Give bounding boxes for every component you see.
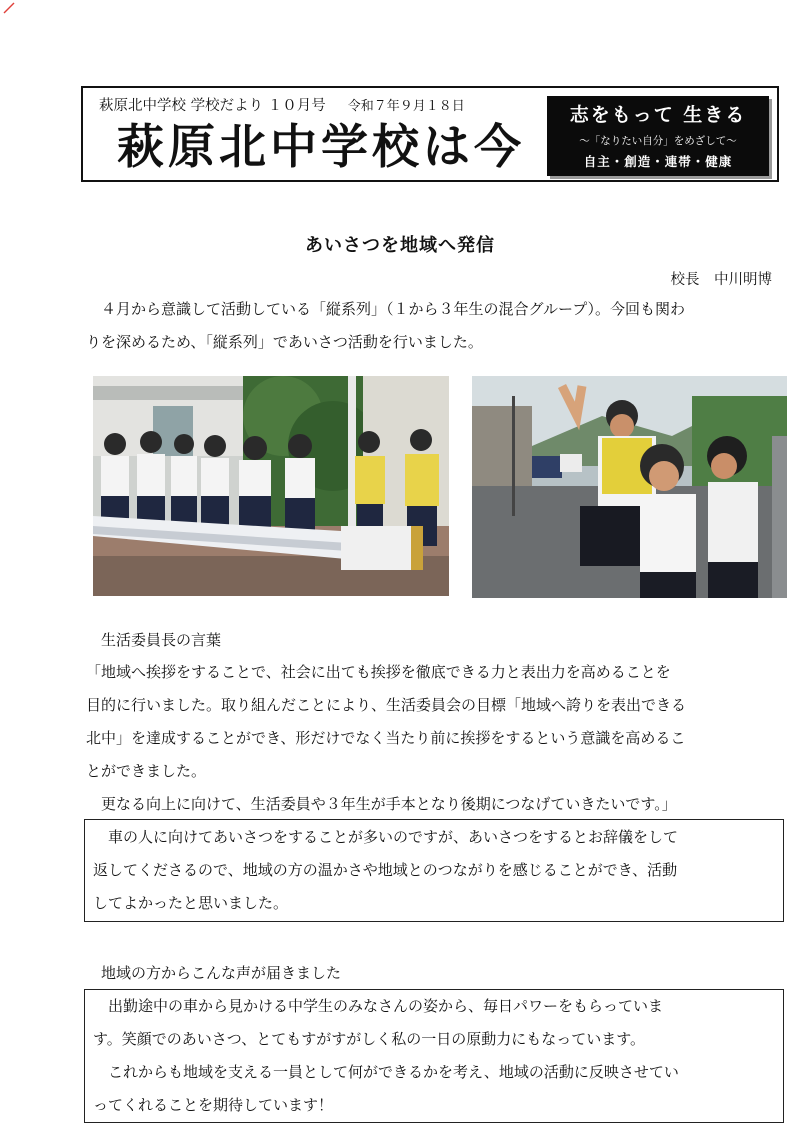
committee-line: 更なる向上に向けて、生活委員や３年生が手本となり後期につなげていきたいです。」	[86, 795, 677, 813]
students-waving-photo	[472, 376, 787, 598]
motto-values: 自主・創造・連帯・健康	[583, 154, 733, 169]
committee-line: とができました。	[86, 762, 207, 780]
student-comment-line: 車の人に向けてあいさつをすることが多いのですが、あいさつをするとお辞儀をして	[93, 828, 679, 846]
students-roadside-photo	[93, 376, 449, 596]
issue-date: 令和７年９月１８日	[347, 99, 465, 114]
community-heading: 地域の方からこんな声が届きました	[86, 964, 342, 982]
student-comment-line: してよかったと思いました。	[93, 894, 289, 912]
article-title: あいさつを地域へ発信	[305, 235, 495, 256]
newsletter-title: 萩原北中学校は今	[117, 120, 525, 175]
newsletter-header	[81, 86, 779, 182]
intro-line: りを深めるため、「縦系列」であいさつ活動を行いました。	[86, 333, 483, 351]
community-voice-box	[84, 989, 784, 1123]
community-voice-line: 出勤途中の車から見かける中学生のみなさんの姿から、毎日パワーをもらっていま	[93, 997, 664, 1015]
newsletter-issue-line	[99, 94, 465, 115]
motto-main: 志をもって 生きる	[569, 104, 747, 126]
school-motto-box	[547, 96, 769, 176]
intro-paragraph	[86, 293, 685, 359]
community-voice-line: す。笑顔でのあいさつ、とてもすがすがしく私の一日の原動力にもなっています。	[93, 1030, 646, 1048]
intro-line: ４月から意識して活動している「縦系列」（１から３年生の混合グループ）。今回も関わ	[86, 300, 685, 318]
issue-label: 萩原北中学校 学校だより １０月号	[99, 98, 326, 114]
student-comment-box	[84, 819, 784, 922]
community-voice-line: これからも地域を支える一員として何ができるかを考え、地域の活動に反映させてい	[93, 1063, 679, 1081]
motto-sub: ～「なりたい自分」をめざして～	[579, 135, 737, 147]
student-comment-line: 返してくださるので、地域の方の温かさや地域とのつながりを感じることができ、活動	[93, 861, 678, 879]
corner-mark-icon	[2, 1, 16, 15]
committee-heading: 生活委員長の言葉	[86, 631, 222, 649]
article-author: 校長 中川明博	[670, 272, 772, 288]
community-voice-line: ってくれることを期待しています！	[93, 1096, 334, 1114]
community-voice	[93, 990, 679, 1122]
committee-line: 「地域へ挨拶をすることで、社会に出ても挨拶を徹底できる力と表出力を高めることを	[86, 663, 671, 681]
student-comment	[93, 821, 678, 920]
committee-statement	[86, 656, 686, 821]
committee-line: 北中」を達成することができ、形だけでなく当たり前に挨拶をするという意識を高めるこ	[86, 729, 686, 747]
committee-line: 目的に行いました。取り組んだことにより、生活委員会の目標「地域へ誇りを表出できる	[86, 696, 687, 714]
